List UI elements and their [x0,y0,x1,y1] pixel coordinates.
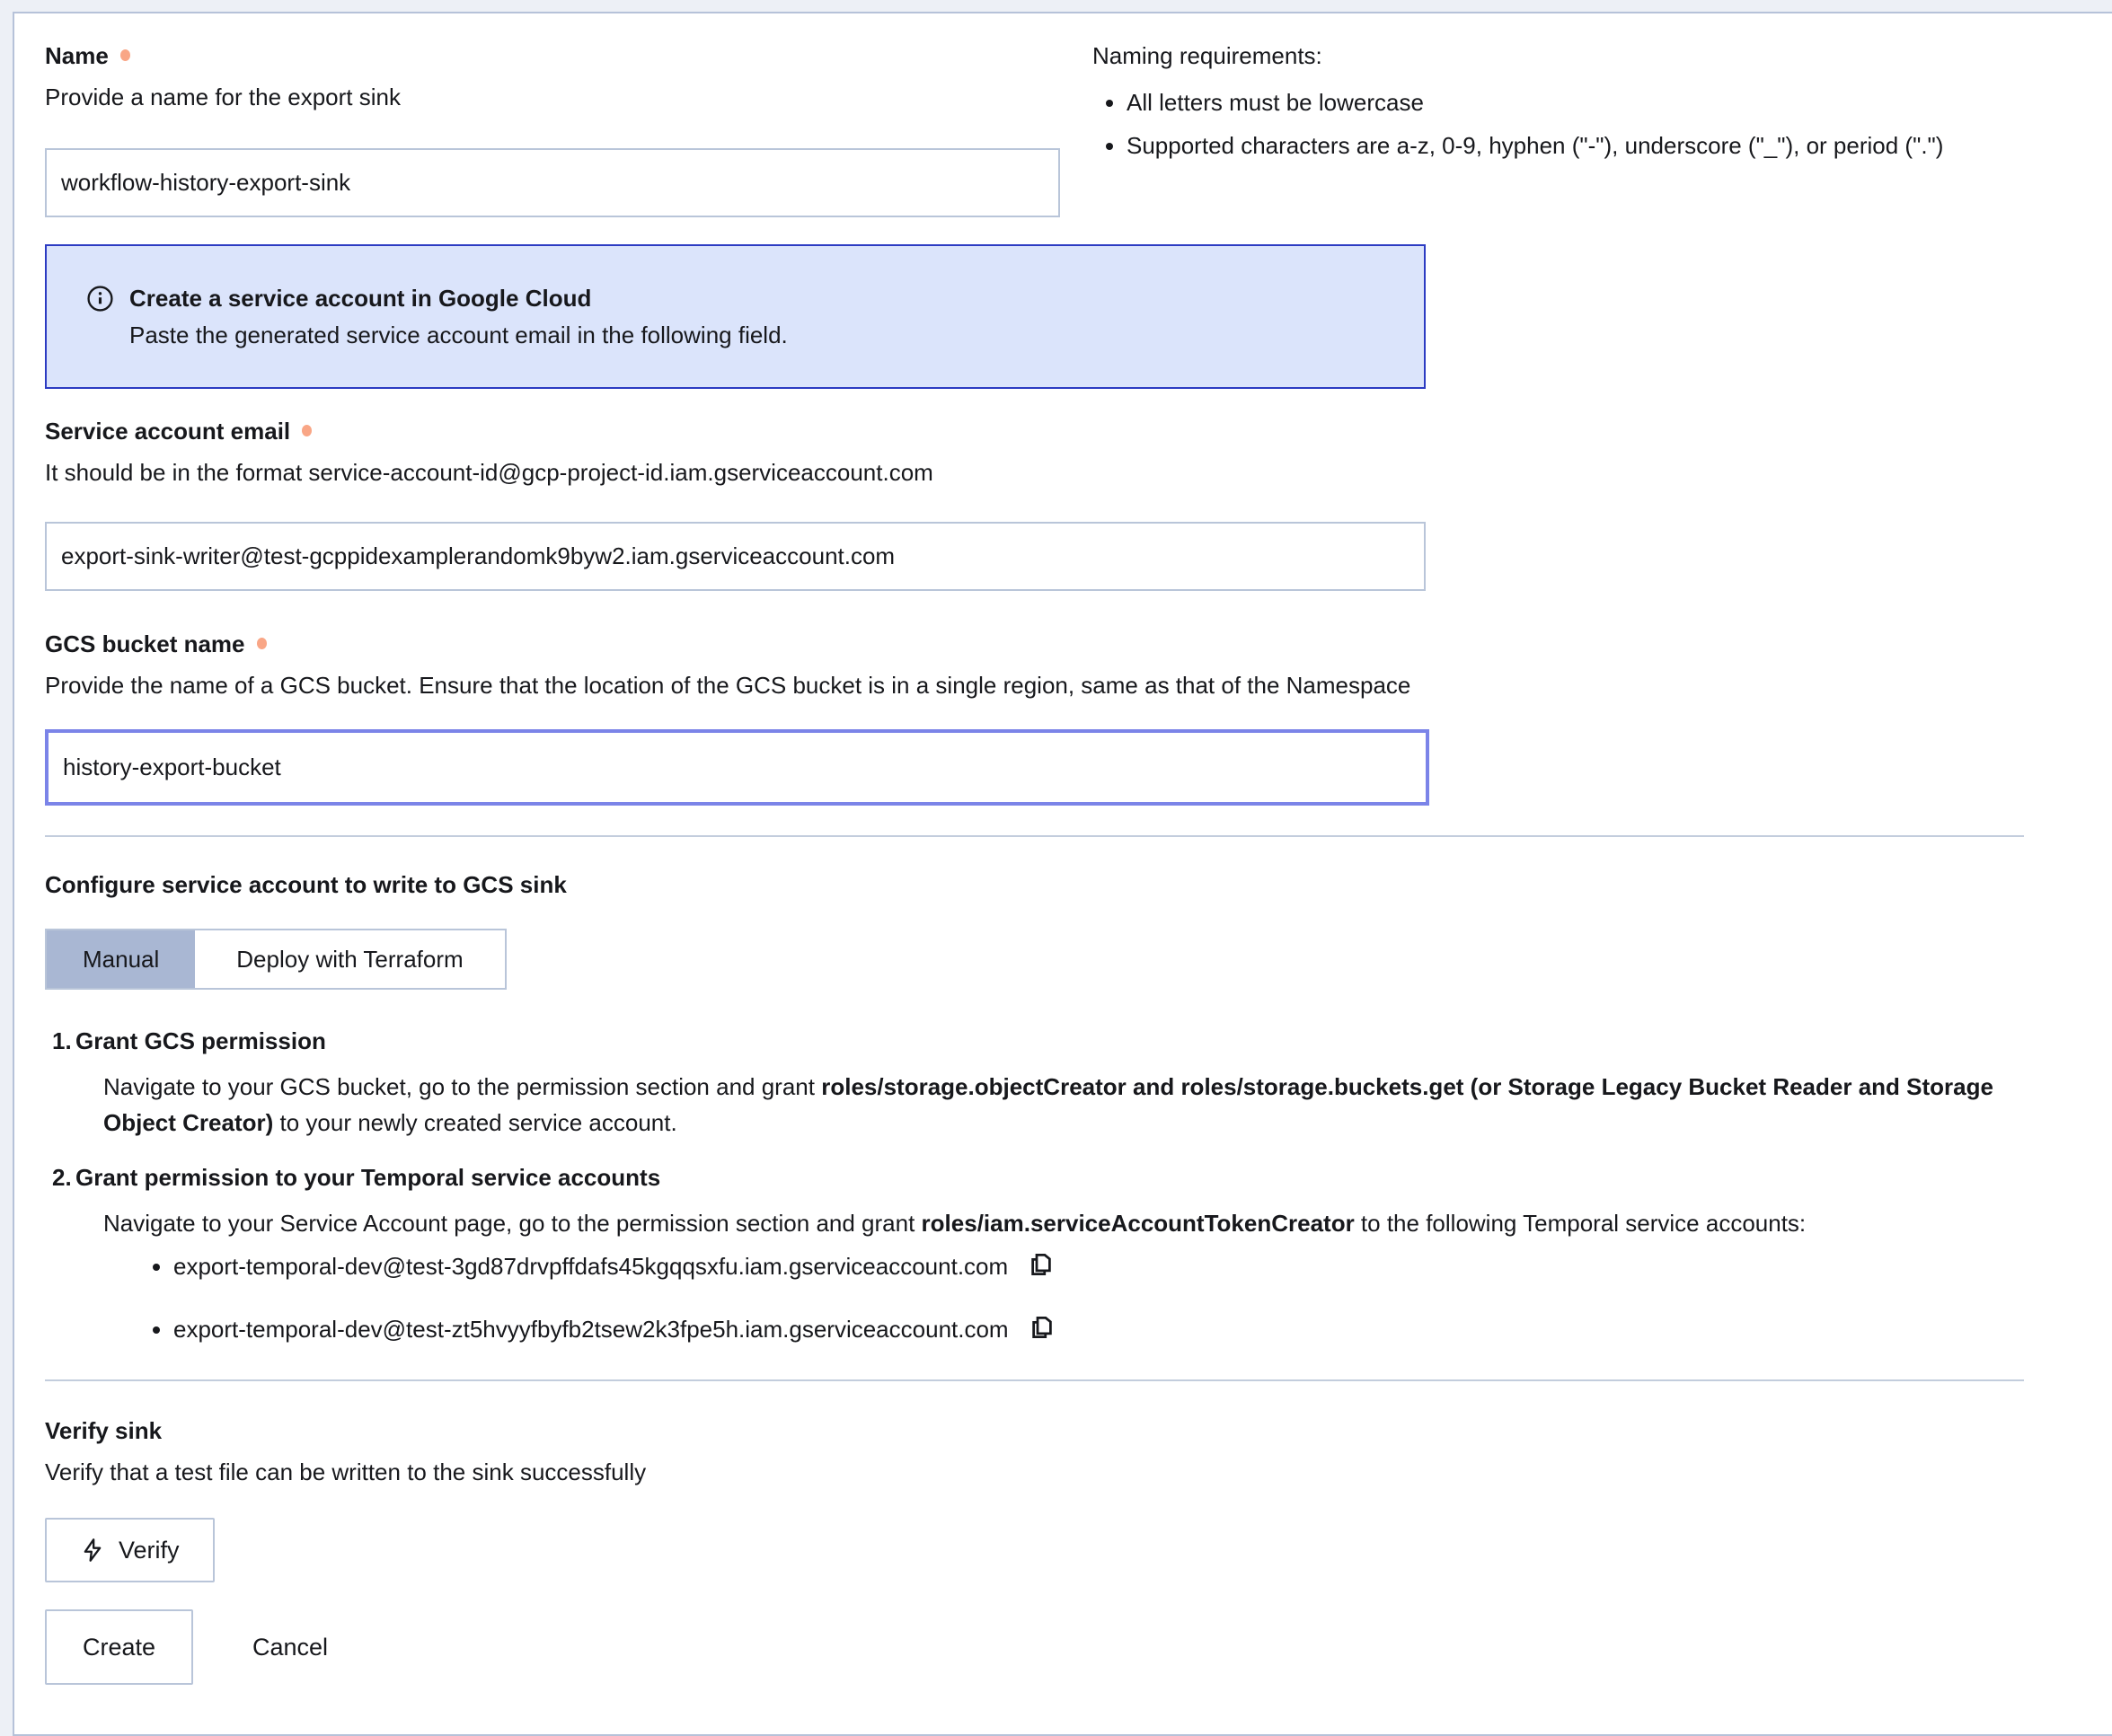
service-account-email-description: It should be in the format service-account-id@gcp-project-id.iam.gserviceaccount.com [45,459,933,486]
configure-method-tabs [45,929,507,990]
name-input[interactable] [45,148,1060,217]
gcs-bucket-name-label: GCS bucket name [45,630,245,657]
temporal-service-accounts-list [154,1248,2024,1347]
info-banner-title: Create a service account in Google Cloud [129,285,592,312]
verify-sink-title: Verify sink [45,1417,163,1444]
temporal-service-account-email: export-temporal-dev@test-zt5hvyyfbyfb2tsew2k3fpe5h.iam.gserviceaccount.com [173,1316,1009,1343]
export-sink-form-panel [13,12,2112,1736]
create-button[interactable]: Create [45,1609,193,1685]
temporal-service-account-item [173,1248,2024,1284]
verify-sink-description: Verify that a test file can be written to the sink successfully [45,1458,647,1485]
required-indicator-dot [120,49,130,61]
cancel-button[interactable]: Cancel [252,1633,329,1661]
section-divider [45,1379,2024,1381]
step-number: 2. [52,1164,72,1191]
configure-section-title: Configure service account to write to GCS sink [45,871,567,898]
temporal-service-account-item [173,1311,2024,1347]
info-banner-description: Paste the generated service account email in the following field. [129,322,788,348]
lightning-icon [80,1538,105,1563]
verify-button[interactable] [45,1518,215,1582]
required-indicator-dot [257,638,267,649]
step-title: Grant permission to your Temporal service accounts [75,1164,661,1191]
copy-icon[interactable] [1028,1251,1055,1281]
step-title: Grant GCS permission [75,1027,326,1054]
section-divider [45,835,2024,837]
verify-button-label: Verify [119,1536,180,1564]
name-field-label: Name [45,42,109,69]
naming-requirement-item: • All letters must be lowercase [1127,87,2024,118]
step-instructions: Navigate to your Service Account page, go to the permission section and grant roles/iam.serviceAccountTokenCreator to the following Temporal service accounts: [103,1210,1807,1237]
step-grant-temporal-permission [52,1162,2024,1241]
service-account-email-label: Service account email [45,418,291,445]
tab-deploy-with-terraform[interactable]: Deploy with Terraform [195,930,504,988]
required-indicator-dot [302,425,312,436]
name-field-group [45,40,1060,217]
naming-requirements-title: Naming requirements: [1092,42,1322,69]
gcs-bucket-name-description: Provide the name of a GCS bucket. Ensure that the location of the GCS bucket is in a single region, same as that of the Namespace [45,672,1411,699]
copy-icon[interactable] [1029,1314,1056,1344]
step-number: 1. [52,1027,72,1054]
info-icon [86,285,114,351]
step-instructions: Navigate to your GCS bucket, go to the permission section and grant roles/storage.objectCreator and roles/storage.buckets.get (or Storage Legacy Bucket Reader and Storage Object Creator) to your newly created service account. [103,1073,1993,1136]
name-field-description: Provide a name for the export sink [45,84,401,110]
step-grant-gcs-permission [52,1026,2024,1141]
manual-steps-list [45,1026,2024,1347]
tab-manual[interactable]: Manual [47,930,195,988]
temporal-service-account-email: export-temporal-dev@test-3gd87drvpffdafs45kgqqsxfu.iam.gserviceaccount.com [173,1253,1009,1280]
service-account-info-banner [45,244,1426,389]
service-account-email-input[interactable] [45,522,1426,591]
naming-requirements [1092,40,2024,217]
gcs-bucket-name-input[interactable] [45,729,1429,806]
naming-requirement-item: • Supported characters are a-z, 0-9, hyphen ("-"), underscore ("_"), or period (".") [1127,130,2024,161]
